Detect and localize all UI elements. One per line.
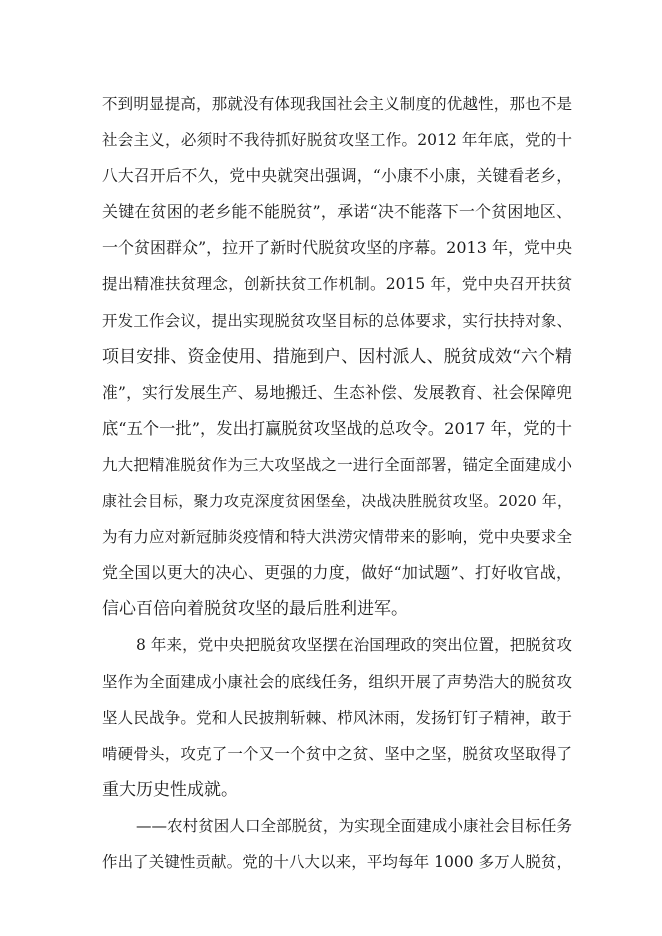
- text-line: 开发工作会议，提出实现脱贫攻坚目标的总体要求，实行扶持对象、: [102, 311, 572, 330]
- text-line: 提出精准扶贫理念，创新扶贫工作机制。2015 年，党中央召开扶贫: [102, 275, 572, 294]
- text-line: 项目安排、资金使用、措施到户、因村派人、脱贫成效“六个精: [102, 346, 572, 367]
- text-line: 关键在贫困的老乡能不能脱贫”，承诺“决不能落下一个贫困地区、: [102, 202, 572, 222]
- text-line: 八大召开后不久，党中央就突出强调，“小康不小康，关键看老乡，: [102, 166, 572, 186]
- text-line: 坚作为全面建成小康社会的底线任务，组织开展了声势浩大的脱贫攻: [102, 672, 572, 691]
- text-line: 党全国以更大的决心、更强的力度，做好“加试题”、打好收官战，: [102, 563, 572, 583]
- text-line: 为有力应对新冠肺炎疫情和特大洪涝灾情带来的影响，党中央要求全: [102, 528, 572, 547]
- text-line: 不到明显提高，那就没有体现我国社会主义制度的优越性，那也不是: [102, 95, 572, 113]
- text-line: 重大历史性成就。: [102, 779, 238, 800]
- text-line: 信心百倍向着脱贫攻坚的最后胜利进军。: [102, 599, 408, 620]
- text-line: 底“五个一批”，发出打赢脱贫攻坚战的总攻令。2017 年，党的十: [102, 418, 572, 438]
- text-line: 准”，实行发展生产、易地搬迁、生态补偿、发展教育、社会保障兜: [102, 382, 572, 402]
- text-line: 一个贫困群众”，拉开了新时代脱贫攻坚的序幕。2013 年，党中央: [102, 238, 572, 258]
- text-line: 康社会目标，聚力攻克深度贫困堡垒，决战决胜脱贫攻坚。2020 年，: [102, 492, 572, 511]
- paragraph-first-line: 8 年来，党中央把脱贫攻坚摆在治国理政的突出位置，把脱贫攻: [136, 636, 572, 655]
- text-line: 坚人民战争。党和人民披荆斩棘、栉风沐雨，发扬钉钉子精神，敢于: [102, 708, 572, 727]
- text-line: 作出了关键性贡献。党的十八大以来，平均每年 1000 多万人脱贫，: [102, 852, 572, 871]
- text-line: 九大把精准脱贫作为三大攻坚战之一进行全面部署，锚定全面建成小: [102, 455, 572, 474]
- body-text: [102, 86, 572, 880]
- text-line: 社会主义，必须时不我待抓好脱贫攻坚工作。2012 年年底，党的十: [102, 131, 572, 150]
- text-line: 啃硬骨头，攻克了一个又一个贫中之贫、坚中之坚，脱贫攻坚取得了: [102, 744, 572, 763]
- paragraph-first-line: ——农村贫困人口全部脱贫，为实现全面建成小康社会目标任务: [136, 816, 572, 835]
